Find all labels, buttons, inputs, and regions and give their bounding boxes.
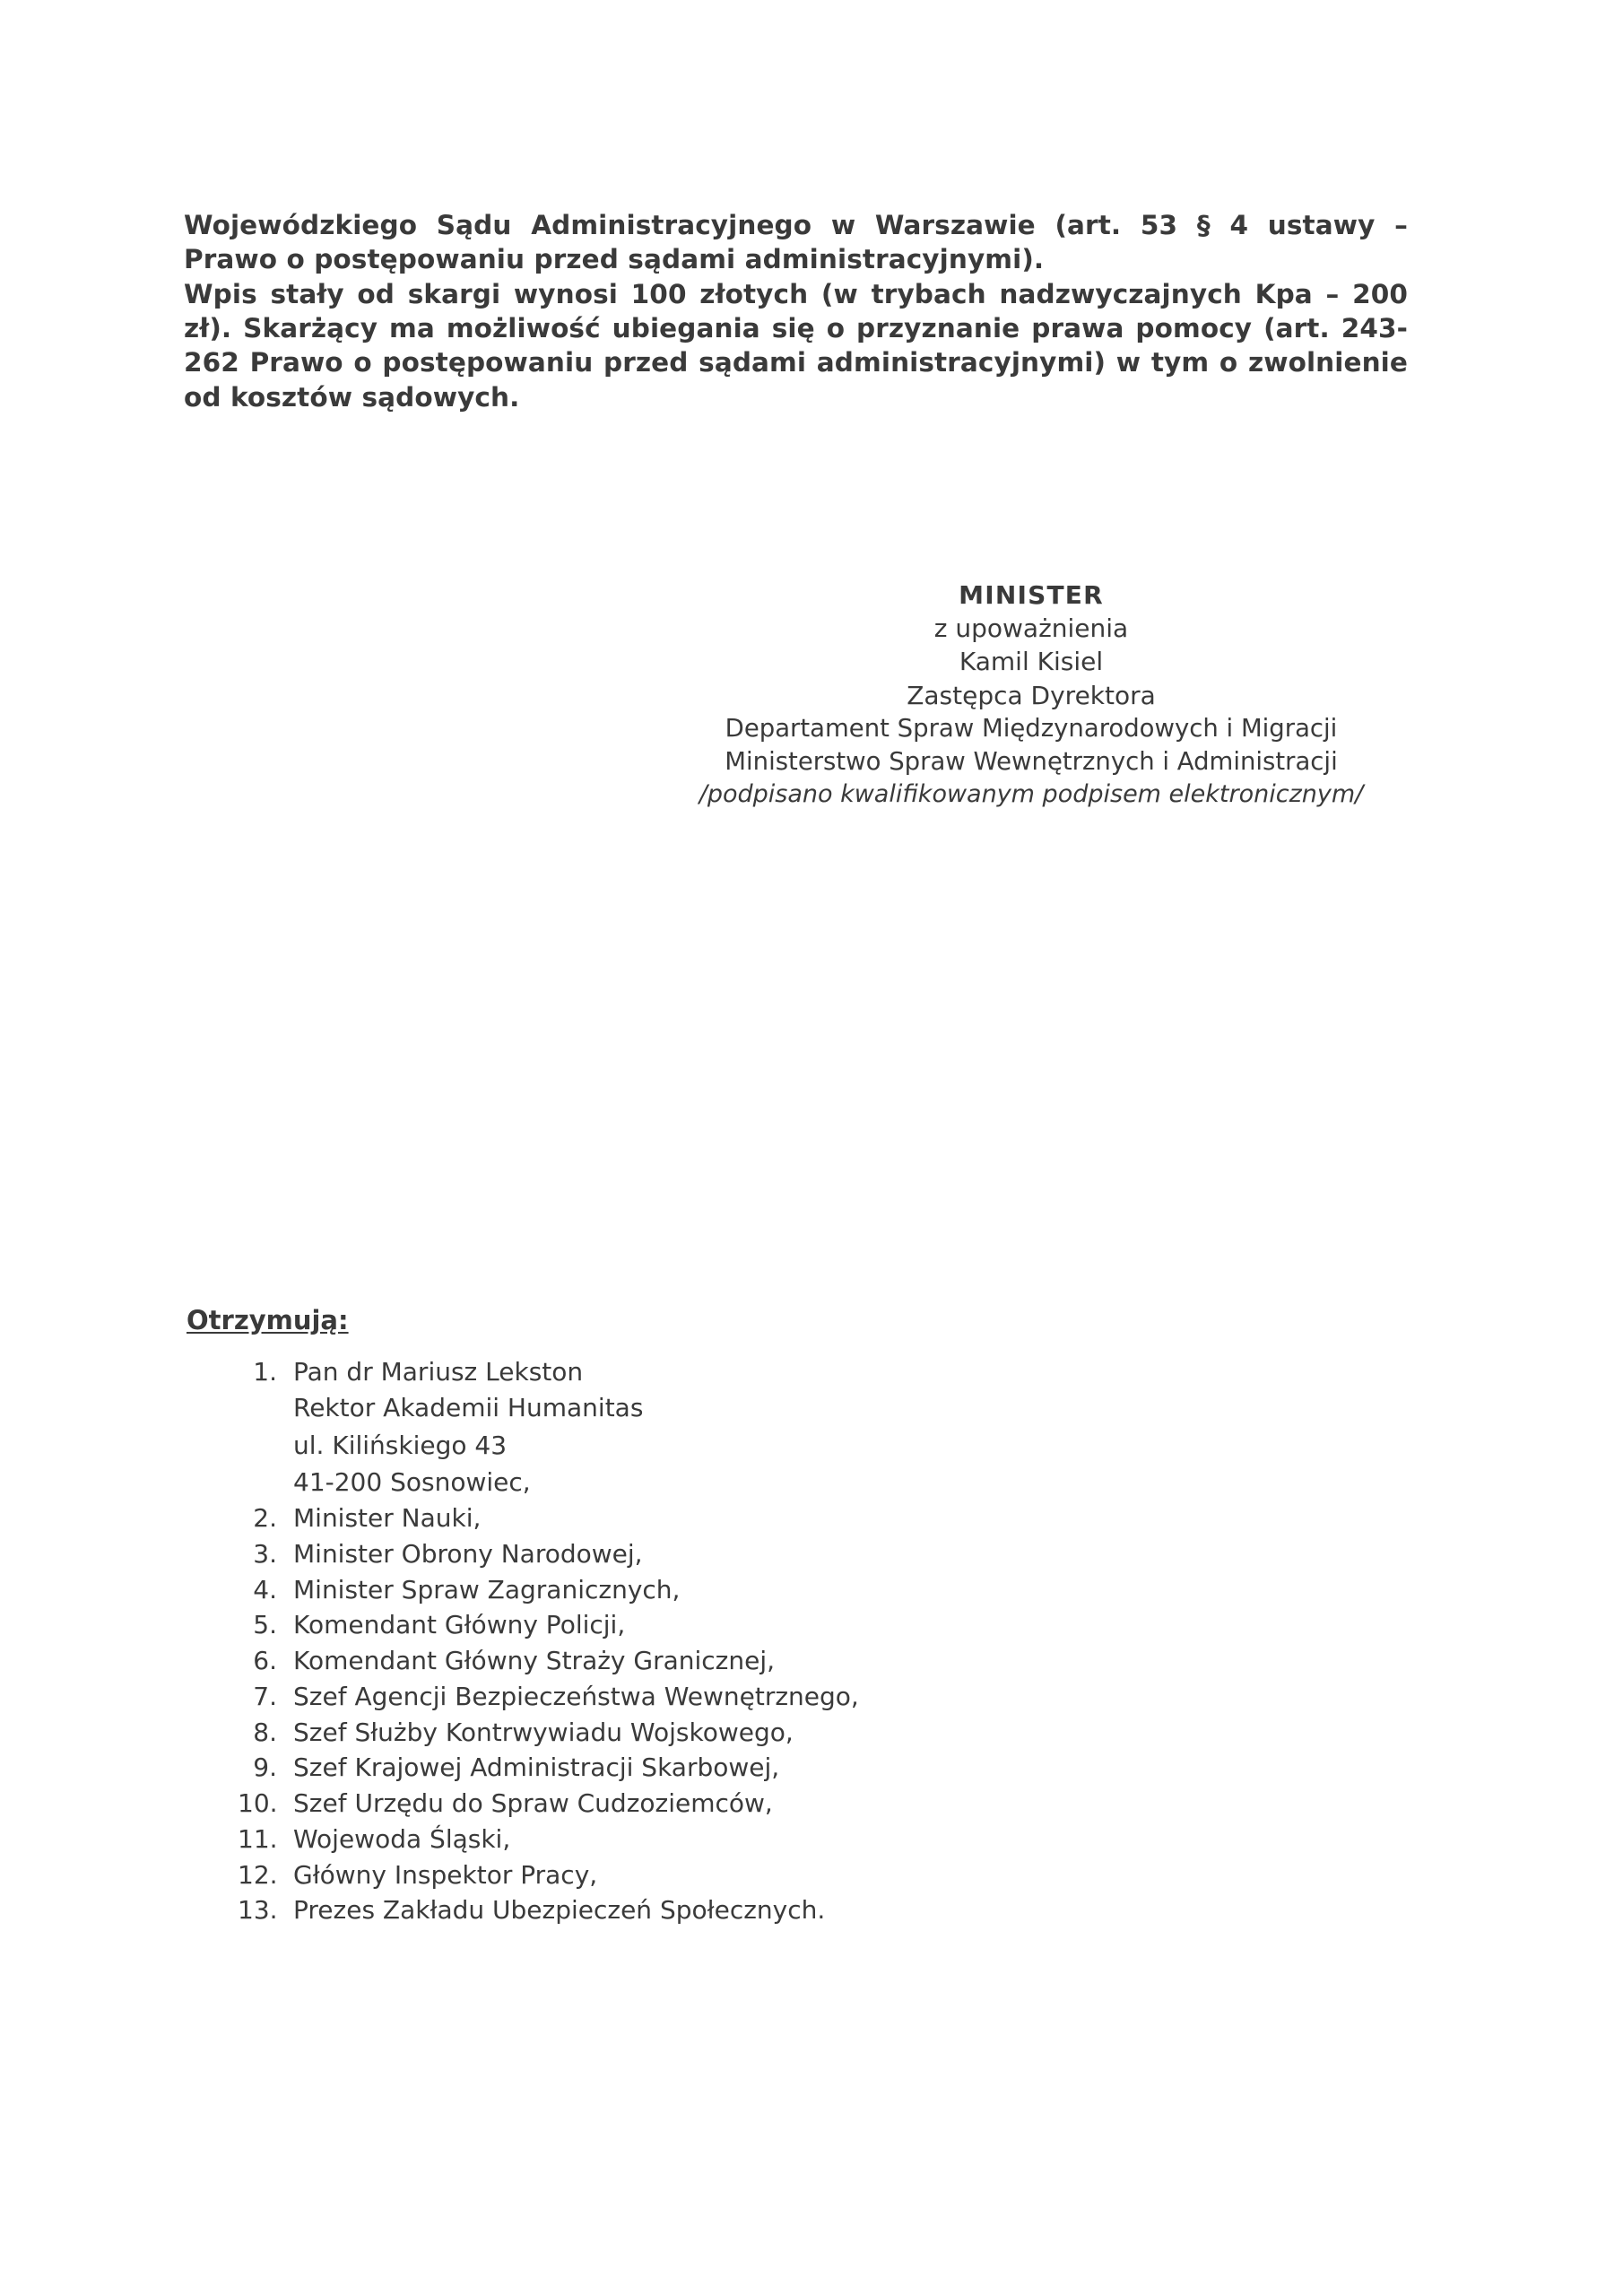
- list-item: [238, 1536, 1314, 1572]
- list-item: [238, 1500, 1314, 1536]
- list-item: [238, 1679, 1314, 1715]
- list-item-text: Szef Krajowej Administracji Skarbowej,: [293, 1752, 780, 1783]
- list-item-text: Szef Służby Kontrwywiadu Wojskowego,: [293, 1717, 794, 1747]
- list-item-number: 1.: [253, 1357, 277, 1387]
- list-item-text: Komendant Główny Straży Granicznej,: [293, 1646, 776, 1675]
- list-item-number: 6.: [253, 1646, 277, 1675]
- list-item-number: 11.: [238, 1823, 278, 1854]
- signature-department: Departament Spraw Międzynarodowych i Migracji: [725, 713, 1338, 743]
- list-item: [238, 1607, 1314, 1643]
- list-item: [238, 1643, 1314, 1679]
- list-item-number: 7.: [253, 1681, 277, 1711]
- list-item: [238, 1572, 1314, 1608]
- recipient-line: ul. Kilińskiego 43: [293, 1430, 508, 1460]
- list-item: [238, 1715, 1314, 1751]
- list-item-text: Prezes Zakładu Ubezpieczeń Społecznych.: [293, 1895, 826, 1926]
- list-item-text: Szef Agencji Bezpieczeństwa Wewnętrznego,: [293, 1681, 859, 1711]
- signature-title: MINISTER: [959, 580, 1104, 610]
- list-item-text: Wojewoda Śląski,: [293, 1823, 511, 1854]
- list-item-number: 10.: [238, 1788, 278, 1818]
- list-item-number: 2.: [253, 1503, 277, 1533]
- list-item: [238, 1892, 1314, 1928]
- list-item-number: 12.: [238, 1859, 278, 1890]
- intro-paragraph-2: Wpis stały od skargi wynosi 100 złotych (w trybach nadzwyczajnych Kpa – 200 zł). Skarżący ma możliwość ubiegania się o przyznanie prawa pomocy (art. 243-262 Prawo o postępowaniu przed sądami administracyjnymi) w tym o zwolnienie od kosztów sądowych.: [184, 278, 1408, 413]
- list-item-text: [293, 1354, 1314, 1500]
- list-item-number: 13.: [238, 1895, 278, 1926]
- list-item: [238, 1786, 1314, 1822]
- list-item: [238, 1822, 1314, 1857]
- recipient-line: 41-200 Sosnowiec,: [293, 1467, 531, 1498]
- intro-paragraph-1: Wojewódzkiego Sądu Administracyjnego w Warszawie (art. 53 § 4 ustawy – Prawo o postępowaniu przed sądami administracyjnymi).: [184, 210, 1408, 275]
- list-item-number: 9.: [253, 1752, 277, 1783]
- list-item-text: Minister Nauki,: [293, 1503, 482, 1533]
- list-item-text: Minister Spraw Zagranicznych,: [293, 1574, 681, 1605]
- recipient-line: Pan dr Mariusz Lekston: [293, 1357, 584, 1387]
- list-item-text: Szef Urzędu do Spraw Cudzoziemców,: [293, 1788, 773, 1818]
- signature-electronic-note: /podpisano kwalifikowanym podpisem elektronicznym/: [699, 780, 1364, 809]
- signature-position: Zastępca Dyrektora: [907, 680, 1156, 710]
- list-item-text: Minister Obrony Narodowej,: [293, 1538, 643, 1569]
- list-item-number: 4.: [253, 1574, 277, 1605]
- signature-authorization: z upoważnienia: [933, 613, 1129, 644]
- recipients-list: [238, 1354, 1314, 1928]
- list-item: [238, 1750, 1314, 1786]
- intro-paragraphs: [184, 208, 1408, 414]
- signature-block: [628, 578, 1435, 811]
- signature-name: Kamil Kisiel: [959, 647, 1104, 677]
- list-item-text: Komendant Główny Policji,: [293, 1610, 626, 1640]
- list-item: [238, 1354, 1314, 1500]
- signature-ministry: Ministerstwo Spraw Wewnętrznych i Administracji: [725, 746, 1338, 776]
- list-item-number: 8.: [253, 1717, 277, 1747]
- list-item: [238, 1857, 1314, 1893]
- recipient-line: Rektor Akademii Humanitas: [293, 1392, 644, 1422]
- list-item-number: 3.: [253, 1538, 277, 1569]
- recipients-heading: Otrzymują:: [187, 1305, 349, 1335]
- list-item-text: Główny Inspektor Pracy,: [293, 1859, 598, 1890]
- list-item-number: 5.: [253, 1610, 277, 1640]
